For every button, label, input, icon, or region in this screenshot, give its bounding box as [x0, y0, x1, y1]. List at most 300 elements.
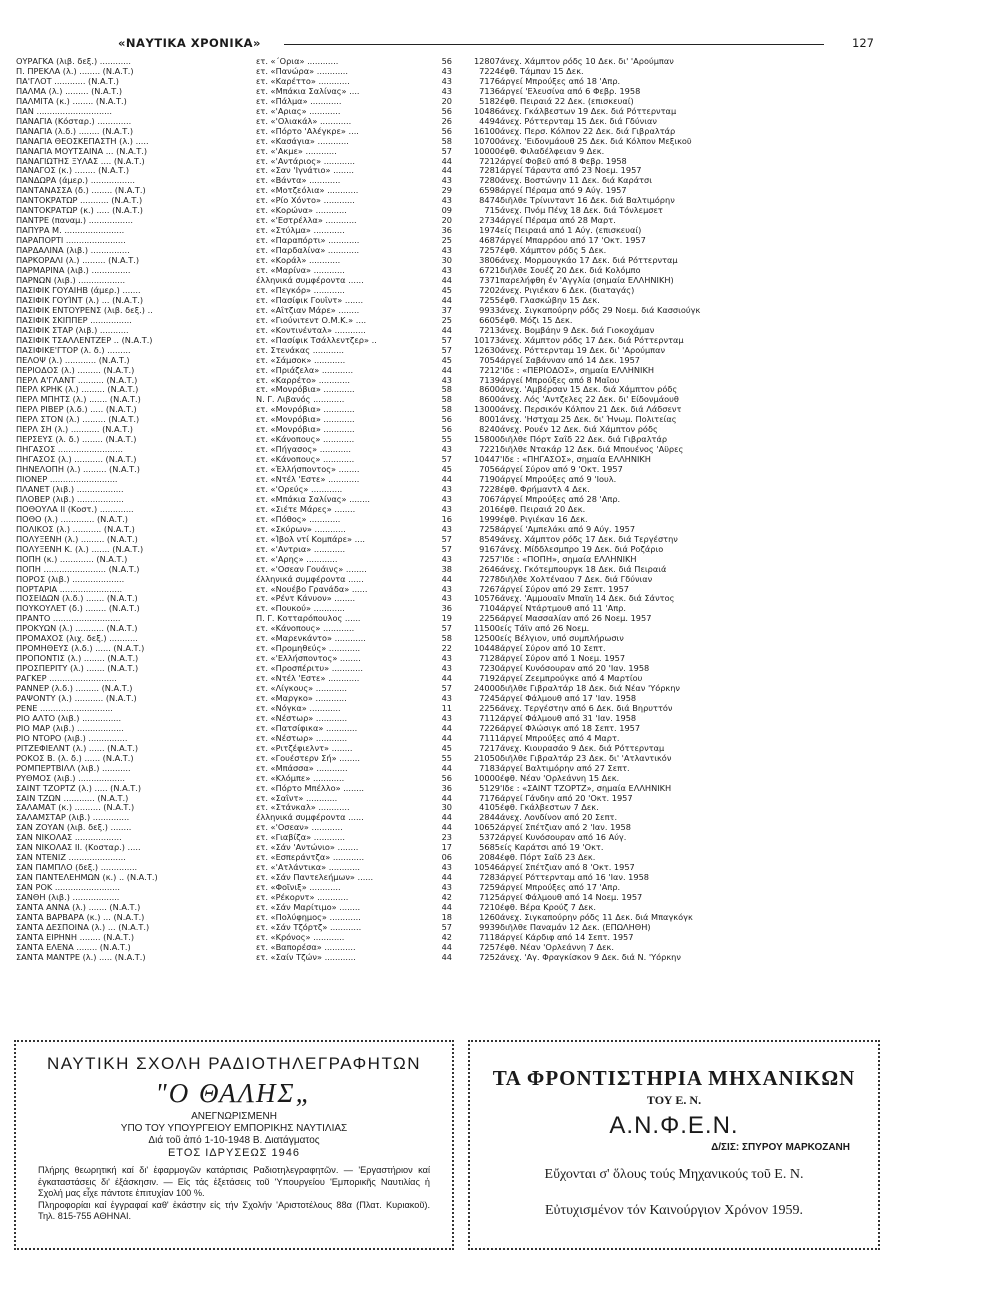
ship-name: ΣΑΙΝ ΤΖΩΝ ............ (Ν.Α.Τ.) — [16, 793, 129, 803]
ship-year: 37 — [441, 305, 452, 315]
ship-year: 45 — [441, 465, 452, 475]
ship-owner: ετ. «Νέστωρ» ............ — [256, 733, 348, 743]
ship-owner: ετ. «Σιέτε Μάρες» ........ — [256, 504, 356, 514]
ship-owner: ετ. «Μαρίνα» ............ — [256, 266, 345, 276]
ship-year: 44 — [441, 942, 452, 952]
ship-year: 57 — [441, 534, 452, 544]
ship-tonnage: 7139 — [479, 375, 500, 385]
table-row — [16, 654, 852, 664]
ship-owner: ετ. «'Αντρια» ............ — [256, 544, 346, 554]
ship-year: 44 — [441, 952, 452, 962]
ship-year: 58 — [441, 385, 452, 395]
ship-year: 25 — [441, 236, 452, 246]
ship-year: 43 — [441, 484, 452, 494]
table-row — [16, 525, 852, 535]
ship-position: άνεχ. 'Αμβέρσαν 15 Δεκ. διά Χάμπτον ρόδς — [500, 385, 678, 395]
ship-owner: ετ. «Μονρόβια» ............ — [256, 425, 355, 435]
ship-position: άργεί Ζεεμπρούγκε από 4 Μαρτίου — [500, 674, 643, 684]
ship-position: έφθ. Γκάλβεστων 7 Δεκ. — [500, 803, 599, 813]
ship-owner: ετ. «Νόγκα» ............ — [256, 703, 341, 713]
ship-position: άνεχ. Μίδδλεσμπρο 19 Δεκ. διά Ροζάριο — [500, 544, 664, 554]
advert-tutoring-wishes: Εὔχονται σ' ὅλους τούς Μηχανικούς τοῦ Ε. Ν. — [544, 1167, 804, 1182]
table-row — [16, 833, 852, 843]
ship-owner: ετ. «Ντέλ 'Εστε» ............ — [256, 475, 360, 485]
ship-position: άργεί Μπρούξες από 8 Μαΐου — [500, 375, 620, 385]
ship-tonnage: 9167 — [479, 544, 500, 554]
ship-owner: ετ. «Πολύφημος» ............ — [256, 912, 361, 922]
ship-owner: ετ. «'Αριας» ............ — [256, 106, 341, 116]
ship-tonnage: 7267 — [479, 584, 500, 594]
radio-school-advert — [14, 1040, 454, 1250]
table-row — [16, 395, 852, 405]
ship-position: έφθ. Νέαν 'Ορλεάννη 15 Δεκ. — [500, 773, 620, 783]
ship-tonnage: 7128 — [479, 654, 500, 664]
ship-year: 57 — [441, 922, 452, 932]
table-row — [16, 97, 852, 107]
ship-position: είς Καράτσι από 19 'Οκτ. — [500, 843, 604, 853]
ship-owner: ετ. «Βάντα» ............ — [256, 176, 341, 186]
table-row — [16, 276, 852, 286]
ship-tonnage: 10000 — [473, 773, 500, 783]
ship-owner: ετ. «Γιούνιτεντ Ο.Μ.Κ.» .... — [256, 315, 367, 325]
table-row — [16, 664, 852, 674]
ship-year: 58 — [441, 405, 452, 415]
ship-name: ΠΑΡΑΠΟΡΤΙ ....................... — [16, 236, 126, 246]
ship-tonnage: 7257 — [479, 942, 500, 952]
ship-name: ΠΡΑΝΤΟ .......................... — [16, 614, 121, 624]
ship-tonnage: 7056 — [479, 465, 500, 475]
ship-position: άργεί Γάνδην από 20 'Οκτ. 1957 — [500, 793, 633, 803]
ship-year: 44 — [441, 674, 452, 684]
table-row — [16, 385, 852, 395]
table-row — [16, 913, 852, 923]
advert-ministry: ΥΠΟ ΤΟΥ ΥΠΟΥΡΓΕΙΟΥ ΕΜΠΟΡΙΚΗΣ ΝΑΥΤΙΛΙΑΣ — [120, 1123, 348, 1134]
ship-owner: ετ. «Μαρενκάντο» ............ — [256, 634, 366, 644]
ship-tonnage: 2084 — [479, 853, 500, 863]
table-row — [16, 575, 852, 585]
ship-name: ΡΑΨΟΝΤΥ (λ.) ........... (Ν.Α.Τ.) — [16, 694, 137, 703]
ship-year: 43 — [441, 86, 452, 96]
ship-position: άνεχ. Γκότεμπουργκ 18 Δεκ. διά Πειραιά — [500, 564, 667, 574]
ship-owner: ετ. «Νουέβο Γρανάδα» ...... — [256, 584, 368, 594]
ship-owner: ετ. «Μονρόβια» ............ — [256, 415, 355, 425]
table-row — [16, 803, 852, 813]
ship-owner: ετ. «Στάνκαλ» ............ — [256, 803, 350, 813]
ship-tonnage: 7210 — [479, 903, 500, 913]
ship-owner: ετ. «Ρέκορντ» ............ — [256, 893, 349, 903]
ship-name: ΠΡΟΠΟΝΤΙΣ (λ.) ........ (Ν.Α.Τ.) — [16, 654, 139, 664]
ship-year: 43 — [441, 713, 452, 723]
ship-year: 44 — [441, 166, 452, 176]
ship-owner: ετ. «'Ελλήσποντος» ........ — [256, 654, 361, 664]
ship-tonnage: 7230 — [479, 664, 500, 674]
ship-tonnage: 7212 — [479, 156, 500, 166]
ship-tonnage: 5129 — [479, 783, 500, 793]
ship-year: 43 — [441, 494, 452, 504]
ship-year: 43 — [441, 594, 452, 604]
table-row — [16, 137, 852, 147]
ship-tonnage: 1999 — [479, 514, 500, 524]
ship-position: άργεί Μπρούξες από 18 'Απρ. — [500, 76, 621, 86]
ship-year: 43 — [441, 76, 452, 86]
table-row — [16, 794, 852, 804]
ship-position: διῆλθε Γιβραλτάρ 23 Δεκ. δι' 'Ατλαντικόν — [500, 753, 672, 763]
ship-name: ΣΑΝΤΑ ΜΑΝΤΡΕ (λ.) ..... (Ν.Α.Τ.) — [16, 952, 146, 962]
ship-owner: έλληνικά συμφέροντα ...... — [256, 275, 364, 285]
ship-name: ΣΑΝ ΖΟΥΑΝ (λιβ. δεξ.) ........ — [16, 823, 132, 833]
ship-owner: ετ. «Ρίο Χόντο» ............ — [256, 196, 355, 206]
ship-position: άργεί Βαλτιμόρην από 27 Σεπτ. — [500, 763, 630, 773]
ship-position: άργεί Φάλμουθ από 14 Νοεμ. 1957 — [500, 893, 643, 903]
table-row — [16, 953, 852, 963]
ship-year: 20 — [441, 96, 452, 106]
ship-owner: ετ. «Ριτζέφιελντ» ........ — [256, 743, 353, 753]
ship-owner: ετ. «Κοντινένταλ» ............ — [256, 325, 366, 335]
engineers-tutoring-advert — [468, 1040, 880, 1250]
ship-position: έφθ. Πόρτ Σαΐδ 23 Δεκ. — [500, 853, 596, 863]
ship-name: ΠΕΡΛ ΣΤΟΝ (λ.) ......... (Ν.Α.Τ.) — [16, 415, 140, 425]
ship-year: 57 — [441, 684, 452, 694]
table-row — [16, 306, 852, 316]
ship-tonnage: 11500 — [473, 624, 500, 634]
ship-name: ΣΑΝΤΑ ΒΑΡΒΑΡΑ (κ.) ... (Ν.Α.Τ.) — [16, 912, 145, 922]
ship-position: άργεί Τάραντα από 23 Νοεμ. 1957 — [500, 166, 642, 176]
ship-position: είς Πειραιά από 1 Αύγ. (επισκευαί) — [500, 226, 642, 236]
ship-year: 43 — [441, 445, 452, 455]
ship-name: ΠΑΠΥΡΑ Μ. ....................... — [16, 226, 125, 236]
ship-name: ΠΑΣΙΦΙΚ ΓΟΥΊΝΤ (λ.) ... (Ν.Α.Τ.) — [16, 295, 144, 305]
ship-position: είς Βέλγιον, υπό συμπλήρωσιν — [500, 634, 624, 644]
ship-name: ΣΑΝ ΠΑΝΤΕΛΕΗΜΩΝ (κ.) .. (Ν.Α.Τ.) — [16, 873, 158, 883]
ship-year: 22 — [441, 644, 452, 654]
ship-year: 43 — [441, 176, 452, 186]
table-row — [16, 206, 852, 216]
ship-tonnage: 7281 — [479, 166, 500, 176]
ship-year: 43 — [441, 196, 452, 206]
table-row — [16, 346, 852, 356]
ship-name: ΠΑΡΝΩΝ (λιβ.) .................. — [16, 275, 126, 285]
ship-name: ΠΑΝΤΟΚΡΑΤΩΡ (κ.) ..... (Ν.Α.Τ.) — [16, 206, 143, 216]
ship-owner: ετ. «Πόθος» ............ — [256, 514, 341, 524]
ship-position: άργεί Σύρον από 1 Νοεμ. 1957 — [500, 654, 626, 664]
ship-name: ΡΟΚΟΣ Β. (λ. δ.) ...... (Ν.Α.Τ.) — [16, 753, 134, 763]
table-row — [16, 425, 852, 435]
table-row — [16, 366, 852, 376]
table-row — [16, 813, 852, 823]
ship-position: άργεί Κάρδιφ από 14 Σεπτ. 1957 — [500, 932, 634, 942]
ship-year: 57 — [441, 345, 452, 355]
ship-position: άνεχ. Μορμουγκάο 17 Δεκ. διά Ρόττερνταμ — [500, 256, 678, 266]
ship-name: ΠΑΝΤΡΕ (παναμ.) ................. — [16, 216, 133, 226]
advert-school-name: ΝΑΥΤΙΚΗ ΣΧΟΛΗ ΡΑΔΙΟΤΗΛΕΓΡΑΦΗΤΩΝ — [46, 1054, 422, 1073]
ship-year: 44 — [441, 793, 452, 803]
ship-name: ΠΑΛΜΙΤΑ (κ.) ........ (Ν.Α.Τ.) — [16, 96, 127, 106]
ship-year: 11 — [441, 703, 452, 713]
ship-name: ΠΛΟΒΕΡ (λιβ.) .................. — [16, 494, 124, 504]
ship-owner: ετ. «Κρόνος» ............ — [256, 932, 345, 942]
ship-owner: ετ. «Εσπεράντζα» ............ — [256, 853, 365, 863]
ship-name: ΠΟΛΙΚΟΣ (λ.) ........... (Ν.Α.Τ.) — [16, 524, 135, 534]
ship-name: ΠΑΣΙΦΙΚ ΤΣΑΛΛΕΝΤΖΕΡ .. (Ν.Α.Τ.) — [16, 335, 153, 345]
ship-owner: ετ. «'Αντάριος» ............ — [256, 156, 355, 166]
ship-year: 57 — [441, 335, 452, 345]
ship-year: 43 — [441, 504, 452, 514]
table-row — [16, 823, 852, 833]
ship-name: ΠΑ'ΓΛΟΤ ............ (Ν.Α.Τ.) — [16, 76, 119, 86]
ship-position: έφθ. Φιλαδέλφειαν 9 Δεκ. — [500, 146, 605, 156]
ship-owner: ετ. «Σάν Μαρίτιμο» ........ — [256, 903, 361, 913]
ship-year: 43 — [441, 654, 452, 664]
ship-year: 55 — [441, 435, 452, 445]
ship-position: άργεί Μπρούξες από 17 'Απρ. — [500, 883, 621, 893]
table-row — [16, 147, 852, 157]
ship-name: ΠΕΡΛ ΜΠΗΤΣ (λ.) ....... (Ν.Α.Τ.) — [16, 395, 141, 405]
ship-tonnage: 4105 — [479, 803, 500, 813]
table-row — [16, 475, 852, 485]
table-row — [16, 614, 852, 624]
ship-name: ΣΑΛΑΜΣΤΑΡ (λιβ.) .............. — [16, 813, 130, 823]
ship-owner: ετ. «Πριάζελα» ............ — [256, 365, 354, 375]
ship-owner: ετ. «Γουέστερν Σή» ........ — [256, 753, 361, 763]
ship-owner: ετ. «Αΐτζιαν Μάρε» ........ — [256, 305, 360, 315]
ship-name: ΠΗΝΕΛΟΠΗ (λ.) ......... (Ν.Α.Τ.) — [16, 465, 140, 475]
ship-owner: ετ. «Κασάγια» ............ — [256, 136, 349, 146]
table-row — [16, 57, 852, 67]
ship-tonnage: 10486 — [473, 106, 500, 116]
ship-position: άνεχ. Τεργέστην από 6 Δεκ. διά Βηρυττόν — [500, 703, 673, 713]
header-rule — [284, 44, 824, 45]
ship-tonnage: 7280 — [479, 176, 500, 186]
ship-position: άνεχ. 'Αμμουαϊν Μπαϊη 14 Δεκ. διά Σάντος — [500, 594, 675, 604]
ship-name: ΣΑΝ ΝΤΕΝΙΖ ...................... — [16, 853, 126, 863]
ship-position: 'Ιδε : «ΠΟΠΗ», σημαία ΕΛΛΗΝΙΚΗ — [500, 554, 637, 564]
ship-position: άργεί Μπρούξες από 4 Μαρτ. — [500, 733, 620, 743]
ship-owner: ετ. «Σάμσοκ» ............ — [256, 355, 346, 365]
ship-owner: ετ. «'Εστρέλλα» ............ — [256, 216, 357, 226]
ship-name: ΡΑΝΝΕΡ (λ.δ.) ......... (Ν.Α.Τ.) — [16, 684, 133, 694]
ship-year: 55 — [441, 753, 452, 763]
ship-tonnage: 7212 — [479, 365, 500, 375]
ship-owner: ετ. «Κάνοπους» ............ — [256, 435, 355, 445]
table-row — [16, 893, 852, 903]
ship-tonnage: 10448 — [473, 644, 500, 654]
ship-name: ΣΑΝ ΝΙΚΟΛΑΣ ΙΙ. (Κοσταρ.) ..... — [16, 843, 141, 853]
ship-position: άργεί Κυνόσουραν από 20 'Ιαν. 1958 — [500, 664, 650, 674]
ship-tonnage: 4687 — [479, 236, 500, 246]
ship-owner: ετ. «'Ατλάντικα» ............ — [256, 863, 360, 873]
ship-position: άνεχ. Πνόμ Πένχ 18 Δεκ. διά Τόνλεμσετ — [500, 206, 663, 216]
ship-tonnage: 7202 — [479, 285, 500, 295]
ship-tonnage: 715 — [484, 206, 500, 216]
ship-year: 43 — [441, 584, 452, 594]
ship-position: 'Ιδε : «ΣΑΙΝΤ ΤΖΟΡΤΖ», σημαία ΕΛΛΗΝΙΚΗ — [500, 783, 672, 793]
ship-owner: ετ. «Μπάκια Σαλίνας» .... — [256, 86, 360, 96]
ship-year: 44 — [441, 475, 452, 485]
ship-owner: ετ. «Λίγκους» ............ — [256, 684, 348, 694]
table-row — [16, 853, 852, 863]
ship-owner: έλληνικά συμφέροντα ...... — [256, 813, 364, 823]
ship-position: άνεχ. Περσ. Κόλπον 22 Δεκ. διά Γιβραλτάρ — [500, 126, 676, 136]
ship-owner: ετ. «Νέστωρ» ............ — [256, 713, 348, 723]
ship-position: άνεχ. Χάμπτον ρόδς 17 Δεκ. διά Τεργέστην — [500, 534, 678, 544]
table-row — [16, 933, 852, 943]
ship-tonnage: 7104 — [479, 604, 500, 614]
ship-name: ΠΑΝΔΩΡΑ (άμερ.) ................. — [16, 176, 135, 186]
ship-name: ΠΗΓΑΣΟΣ (λ.) ........... (Ν.Α.Τ.) — [16, 455, 137, 465]
ship-owner: ετ. «Βαπορέσα» ............ — [256, 942, 356, 952]
ship-position: άνεχ. Κιουρασάο 9 Δεκ. διά Ρόττερνταμ — [500, 743, 665, 753]
ship-name: ΠΕΡΛ ΚΡΗΚ (λ.) ......... (Ν.Α.Τ.) — [16, 385, 139, 395]
table-row — [16, 196, 852, 206]
table-row — [16, 236, 852, 246]
ship-tonnage: 5182 — [479, 96, 500, 106]
ship-year: 58 — [441, 395, 452, 405]
ship-year: 44 — [441, 903, 452, 913]
ship-name: ΣΑΛΑΜΑΤ (κ.) .......... (Ν.Α.Τ.) — [16, 803, 135, 813]
ship-year: 57 — [441, 455, 452, 465]
ship-name: ΡΥΘΜΟΣ (λιβ.) .................. — [16, 773, 125, 783]
ship-name: ΟΥΡΑΓΚΑ (λιβ. δεξ.) ............ — [16, 57, 131, 66]
ship-tonnage: 7176 — [479, 793, 500, 803]
ship-tonnage: 10652 — [473, 823, 500, 833]
table-row — [16, 744, 852, 754]
ship-owner: ετ. «Κλόμπε» ............ — [256, 773, 345, 783]
ship-position: είς Τάϊν από 26 Νοεμ. — [500, 624, 590, 634]
ship-year: 20 — [441, 216, 452, 226]
ship-owner: ετ. «Κοράλ» ............ — [256, 256, 341, 266]
table-row — [16, 256, 852, 266]
ship-name: ΣΑΝ ΠΑΜΠΛΟ (δεξ.) .............. — [16, 863, 138, 873]
ship-year: 44 — [441, 574, 452, 584]
ship-tonnage: 6598 — [479, 186, 500, 196]
table-row — [16, 903, 852, 913]
ship-position: άνεχ. Ρόττερνταμ 19 Δεκ. δι' 'Αρούμπαν — [500, 345, 666, 355]
ship-position: άργεί Φάλμουθ από 31 'Ιαν. 1958 — [500, 713, 637, 723]
ship-tonnage: 7192 — [479, 674, 500, 684]
ship-year: 43 — [441, 664, 452, 674]
ship-position: άργεί Σαβάνναν από 14 Δεκ. 1957 — [500, 355, 641, 365]
ship-year: 57 — [441, 544, 452, 554]
ship-tonnage: 16100 — [473, 126, 500, 136]
ship-name: ΠΑΡΜΑΡΙΝΑ (λιβ.) ............... — [16, 266, 131, 276]
ship-tonnage: 7278 — [479, 574, 500, 584]
ship-tonnage: 7112 — [479, 713, 500, 723]
ship-position: άργεί Πέραμα από 28 Μαρτ. — [500, 216, 616, 226]
ship-owner: ετ. «Παρδαλίνα» ............ — [256, 246, 360, 256]
ship-owner: ετ. «'Αρης» ............ — [256, 554, 338, 564]
ship-position: έφθ. Νέαν 'Ορλεάννη 7 Δεκ. — [500, 942, 614, 952]
table-row — [16, 435, 852, 445]
ship-position: 'Ιδε : «ΠΕΡΙΟΔΟΣ», σημαία ΕΛΛΗΝΙΚΗ — [500, 365, 654, 375]
ship-name: ΠΗΓΑΣΟΣ ......................... — [16, 445, 123, 455]
ship-owner: ετ. «Πατσίφικα» ............ — [256, 723, 358, 733]
ship-position: άνεχ. Περσικόν Κόλπον 21 Δεκ. διά Λάδσεντ — [500, 405, 682, 415]
table-row — [16, 356, 852, 366]
ship-name: ΠΑΝΑΓΙΩΤΗΣ ΞΥΛΑΣ .... (Ν.Α.Τ.) — [16, 156, 145, 166]
ship-owner: ετ. «Πόρτο 'Αλέγκρε» .... — [256, 126, 359, 136]
table-row — [16, 863, 852, 873]
ship-year: 57 — [441, 624, 452, 634]
ship-tonnage: 10700 — [473, 136, 500, 146]
table-row — [16, 515, 852, 525]
ship-name: ΠΟΛΥΞΕΝΗ Κ. (λ.) ....... (Ν.Α.Τ.) — [16, 544, 144, 554]
ship-position: άργεί Σύρον από 9 'Οκτ. 1957 — [500, 465, 623, 475]
ship-tonnage: 24000 — [473, 684, 500, 694]
ship-owner: ετ. «Πανώρα» ............ — [256, 66, 348, 76]
ship-tonnage: 7136 — [479, 86, 500, 96]
ship-tonnage: 7252 — [479, 952, 500, 962]
ship-year: 58 — [441, 136, 452, 146]
ship-tonnage: 9933 — [479, 305, 500, 315]
ship-position: άργεί Φοβεῦ από 8 Φεβρ. 1958 — [500, 156, 627, 166]
advert-tutoring-acronym: Α.Ν.Φ.Ε.Ν. — [609, 1112, 739, 1139]
ship-position: άργεί Ρόττερνταμ από 16 'Ιαν. 1958 — [500, 873, 650, 883]
ship-position: άνεχ. Ρουέν 12 Δεκ. διά Χάμπτον ρόδς — [500, 425, 658, 435]
ship-tonnage: 6721 — [479, 266, 500, 276]
ship-name: ΠΟΥΚΟΥΛΕΤ (δ.) ........ (Ν.Α.Τ.) — [16, 604, 140, 614]
table-row — [16, 684, 852, 694]
ship-year: 09 — [441, 206, 452, 216]
table-row — [16, 77, 852, 87]
ship-tonnage: 7217 — [479, 743, 500, 753]
ship-year: 36 — [441, 783, 452, 793]
ship-position: άργεί Σύρον από 10 Σεπτ. — [500, 644, 606, 654]
ship-owner: ετ. «'Ορεύς» ............ — [256, 484, 343, 494]
ship-name: ΡΙΟ ΑΛΤΟ (λιβ.) ............... — [16, 713, 122, 723]
table-row — [16, 376, 852, 386]
ship-tonnage: 1260 — [479, 912, 500, 922]
ship-owner: ετ. «Μπάκια Σαλίνας» ........ — [256, 494, 370, 504]
ship-name: ΠΡΟΚΥΩΝ (λ.) ........... (Ν.Α.Τ.) — [16, 624, 138, 634]
ship-register-table — [16, 57, 852, 963]
ship-year: 44 — [441, 763, 452, 773]
ship-owner: ετ. «Σαν 'Ιγνάτιο» ........ — [256, 166, 354, 176]
journal-title: «ΝΑΥΤΙΚΑ ΧΡΟΝΙΚΑ» — [118, 36, 261, 50]
ship-name: ΠΑΣΙΦΙΚ ΕΝΤΟΥΡΕΝΣ (λιβ. δεξ.) .. — [16, 305, 153, 315]
ship-name: ΠΑΣΙΦΙΚ ΣΚΙΠΠΕΡ ................ — [16, 315, 132, 325]
table-row — [16, 405, 852, 415]
ship-tonnage: 6605 — [479, 315, 500, 325]
ship-position: διῆλθε Πόρτ Σαΐδ 22 Δεκ. διά Γιβραλτάρ — [500, 435, 668, 445]
ship-owner: ετ. «Μαργκο» ............ — [256, 694, 347, 703]
ship-position: έφθ. Γλασκώβην 15 Δεκ. — [500, 295, 600, 305]
table-row — [16, 644, 852, 654]
ship-owner: ετ. «΄Ορια» ............ — [256, 57, 339, 66]
table-row — [16, 445, 852, 455]
ship-name: ΣΑΝΤΑ ΕΛΕΝΑ ........ (Ν.Α.Τ.) — [16, 942, 131, 952]
ship-year: 44 — [441, 365, 452, 375]
ship-year: 43 — [441, 266, 452, 276]
ship-owner: ετ. «Πεγκόρ» ............ — [256, 285, 345, 295]
ship-name: ΣΑΙΝΤ ΤΖΟΡΤΖ (λ.) ..... (Ν.Α.Τ.) — [16, 783, 142, 793]
ship-name: ΣΑΝΤΑ ΕΙΡΗΝΗ ........ (Ν.Α.Τ.) — [16, 932, 135, 942]
ship-position: έφθ. Φρήμαντλ 4 Δεκ. — [500, 484, 590, 494]
ship-position: διῆλθε Τρίνινταντ 16 Δεκ. διά Βαλτιμόρην — [500, 196, 675, 206]
ship-name: ΠΟΠΗ ........................ (Ν.Α.Τ.) — [16, 564, 140, 574]
ship-tonnage: 8600 — [479, 385, 500, 395]
ship-name: ΠΑΛΜΑ (λ.) ......... (Ν.Α.Τ.) — [16, 86, 123, 96]
ship-name: ΠΡΟΜΑΧΟΣ (λιχ. δεξ.) ........... — [16, 634, 138, 644]
ship-owner: ετ. «Πήγασος» ............ — [256, 445, 352, 455]
ship-tonnage: 15800 — [473, 435, 500, 445]
ship-tonnage: 8600 — [479, 395, 500, 405]
ship-name: ΡΙΟ ΜΑΡ (λιβ.) .................. — [16, 723, 124, 733]
ship-position: διῆλθε Χολτέναου 7 Δεκ. διά Γδύνιαν — [500, 574, 653, 584]
ship-tonnage: 7067 — [479, 494, 500, 504]
ship-position: 'Ιδε : «ΠΗΓΑΣΟΣ», σημαία ΕΛΛΗΝΙΚΗ — [500, 455, 651, 465]
ship-year: 38 — [441, 564, 452, 574]
table-row — [16, 127, 852, 137]
